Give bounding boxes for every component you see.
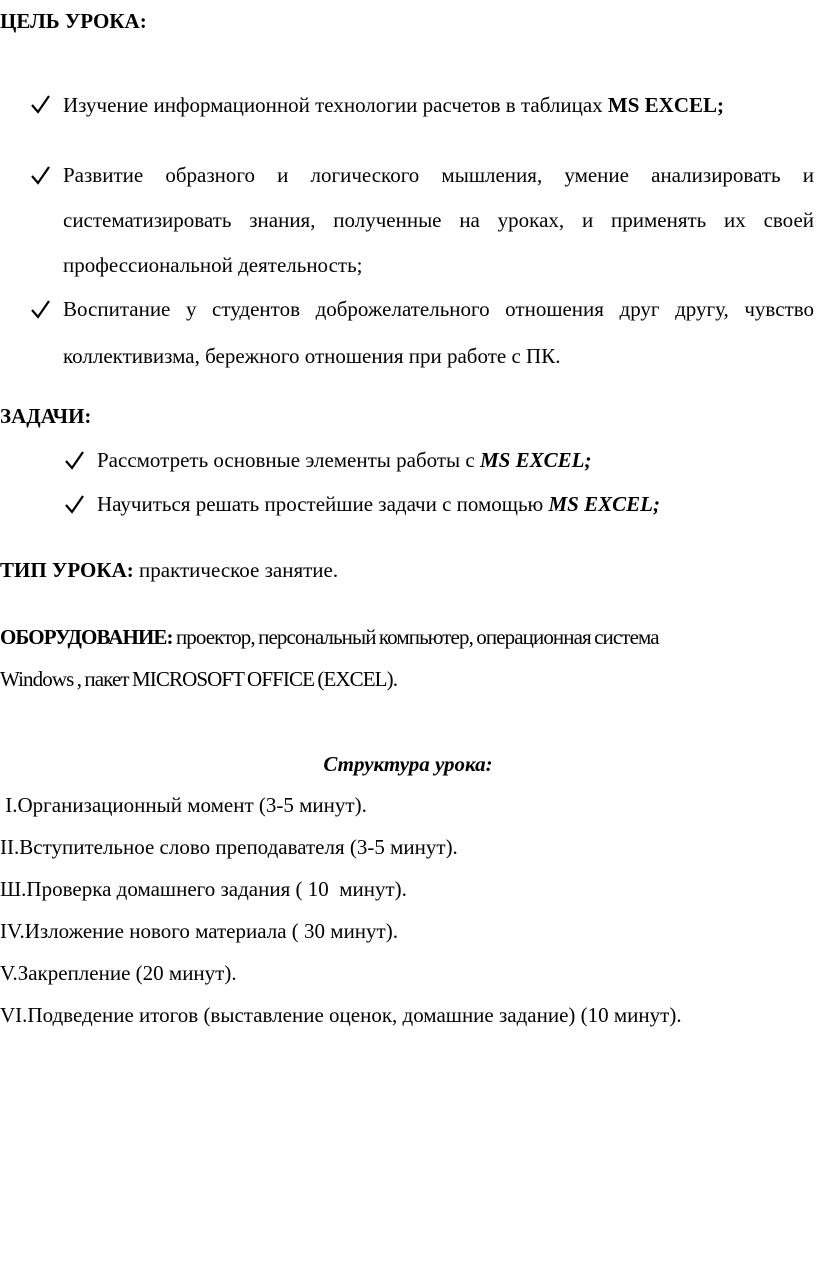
checkmark-icon <box>30 162 52 189</box>
goal-heading: ЦЕЛЬ УРОКА: <box>0 9 147 33</box>
lesson-type <box>0 557 338 584</box>
checkmark-icon <box>64 447 86 474</box>
task-item-emphasis: MS EXCEL; <box>479 448 592 472</box>
task-item-emphasis: MS EXCEL; <box>548 492 660 516</box>
structure-step: Ш.Проверка домашнего задания ( 10 минут). <box>0 877 407 901</box>
goal-item-text: Развитие образного и логического мышления, умение анализировать и систематизировать знания, полученные на уроках, и применять их своей профессиональной деятельность; <box>63 163 814 277</box>
goal-item-text: Изучение информационной технологии расчетов в таблицах <box>63 93 608 117</box>
tasks-heading: ЗАДАЧИ: <box>0 404 92 428</box>
structure-step: IV.Изложение нового материала ( 30 минут). <box>0 919 398 943</box>
lesson-type-label: ТИП УРОКА: <box>0 558 134 582</box>
goal-item-1 <box>30 81 814 129</box>
goal-item-2 <box>30 153 814 288</box>
checkmark-icon <box>30 296 52 323</box>
task-item-2 <box>64 491 804 518</box>
structure-step: V.Закрепление (20 минут). <box>0 961 237 985</box>
checkmark-icon <box>30 91 52 118</box>
lesson-type-value: практическое занятие. <box>133 558 339 582</box>
task-item-1 <box>64 447 804 474</box>
equipment-value: проектор, персональный компьютер, операционная система <box>172 625 659 649</box>
goal-item-text: Воспитание у студентов доброжелательного отношения друг другу, чувство коллективизма, бережного отношения при работе с ПК. <box>63 297 814 368</box>
structure-title: Структура урока: <box>323 752 493 776</box>
equipment-label: ОБОРУДОВАНИЕ: <box>0 625 173 649</box>
equipment-line-1 <box>0 624 659 651</box>
task-item-text: Научиться решать простейшие задачи с помощью <box>97 492 549 516</box>
task-item-text: Рассмотреть основные элементы работы с <box>97 448 480 472</box>
checkmark-icon <box>64 491 86 518</box>
goal-item-emphasis: MS EXCEL; <box>607 93 725 117</box>
equipment-line-2: Windows , пакет MICROSOFT OFFICE (EXCEL). <box>0 667 398 691</box>
goal-item-3 <box>30 286 814 380</box>
structure-step: II.Вступительное слово преподавателя (3-5 минут). <box>0 835 458 859</box>
structure-step: VI.Подведение итогов (выставление оценок, домашние задание) (10 минут). <box>0 1003 682 1027</box>
structure-step: I.Организационный момент (3-5 минут). <box>0 793 367 817</box>
